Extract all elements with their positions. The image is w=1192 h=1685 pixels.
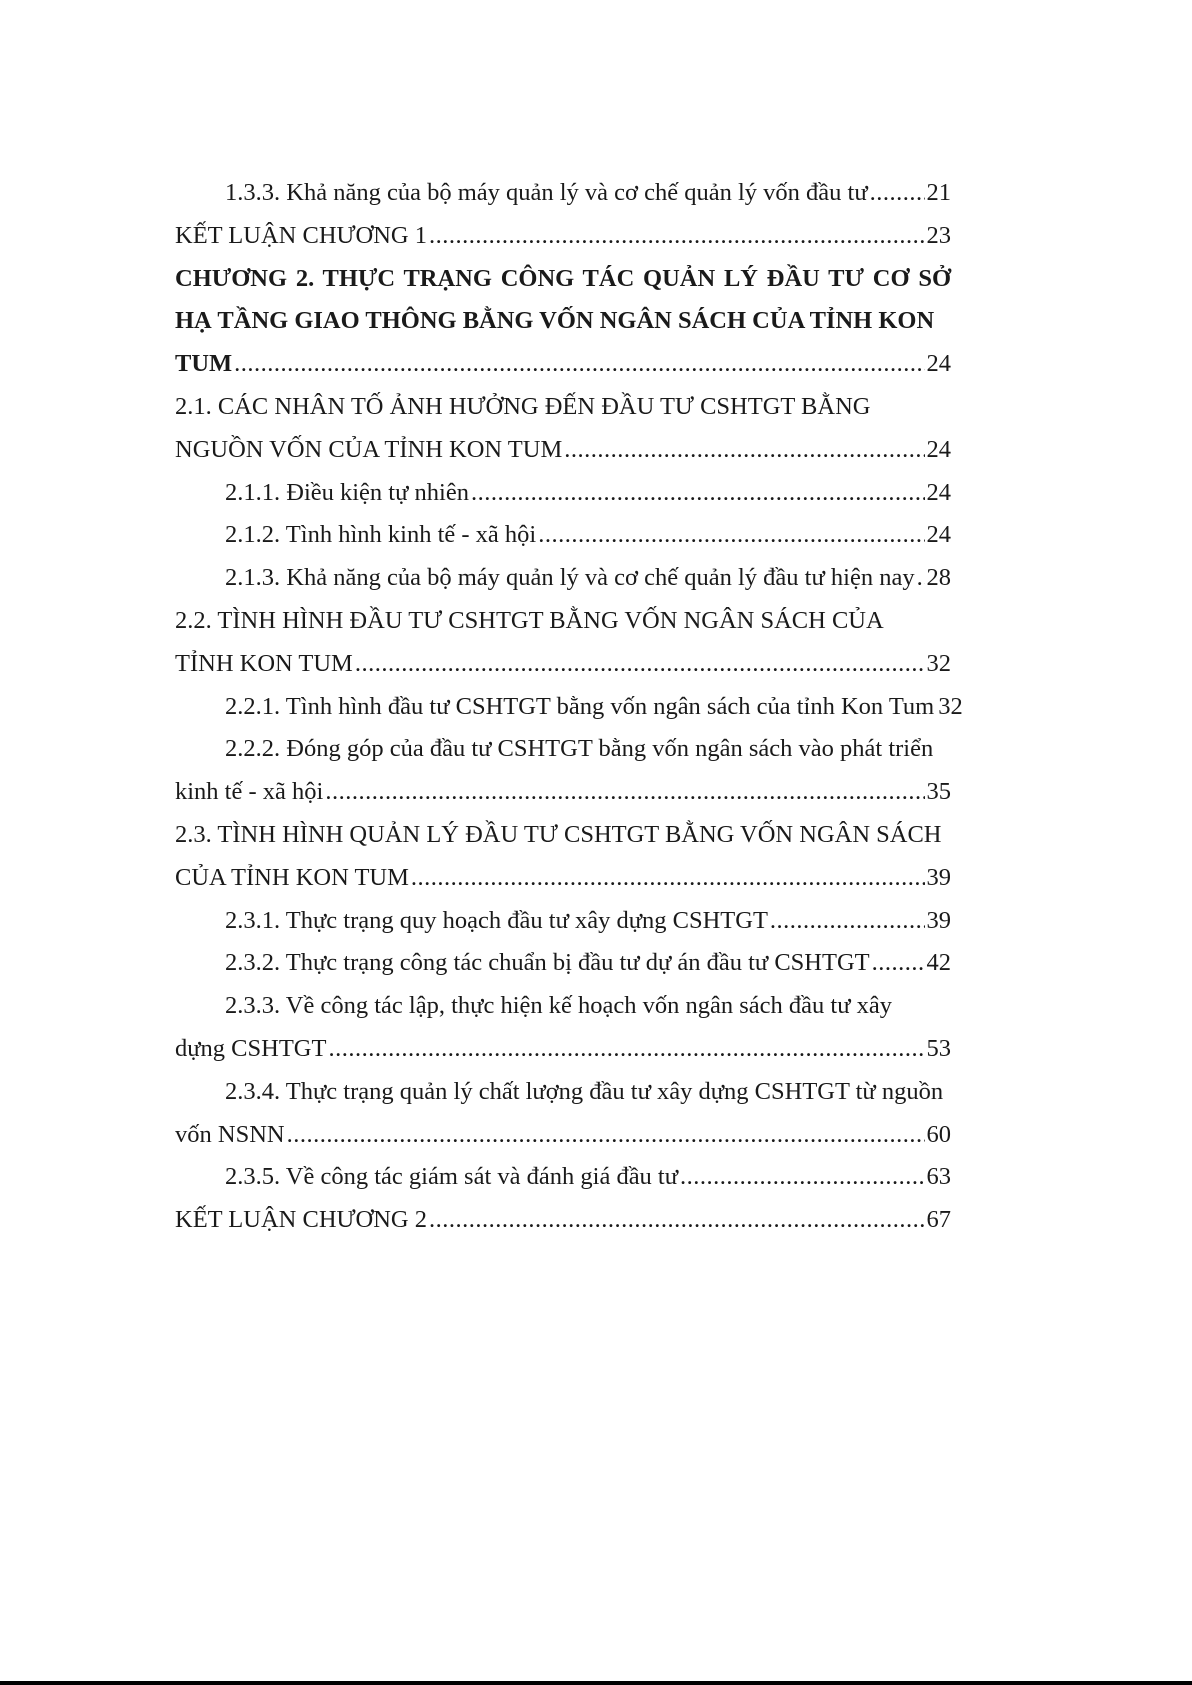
page-number: 28: [926, 564, 951, 592]
toc-entry-title-lead: CHƯƠNG 2. THỰC TRẠNG CÔNG TÁC QUẢN LÝ ĐẦU TƯ CƠ SỞ HẠ TẦNG GIAO THÔNG BẰNG VỐN NGÂN SÁCH CỦA TỈNH KON: [175, 264, 951, 335]
dot-leader: [325, 771, 924, 814]
toc-entry-title-lead: 2.3. TÌNH HÌNH QUẢN LÝ ĐẦU TƯ CSHTGT BẰNG VỐN NGÂN SÁCH: [175, 820, 942, 848]
dot-leader: [870, 172, 925, 215]
toc-entry-title: NGUỒN VỐN CỦA TỈNH KON TUM: [175, 435, 563, 463]
table-of-contents: [175, 172, 963, 1242]
page-number: 32: [938, 692, 963, 720]
page-number: 67: [926, 1206, 951, 1234]
toc-entry-title: TUM: [175, 350, 233, 378]
toc-entry-title: vốn NSNN: [175, 1120, 285, 1148]
toc-entry-title: 2.1.1. Điều kiện tự nhiên: [225, 478, 469, 506]
page-number: 32: [926, 649, 951, 677]
dot-leader: [564, 429, 924, 472]
toc-entry-title: dựng CSHTGT: [175, 1034, 327, 1062]
toc-entry[interactable]: [175, 814, 951, 900]
toc-entry[interactable]: [175, 172, 951, 215]
dot-leader: [680, 1156, 924, 1199]
dot-leader: [429, 215, 925, 258]
toc-entry[interactable]: [175, 600, 951, 686]
page-number: 39: [926, 906, 951, 934]
toc-entry[interactable]: [175, 1199, 951, 1242]
toc-entry-title: 2.2.1. Tình hình đầu tư CSHTGT bằng vốn ngân sách của tỉnh Kon Tum: [225, 692, 935, 720]
toc-entry-title-lead: 2.3.3. Về công tác lập, thực hiện kế hoạch vốn ngân sách đầu tư xây: [225, 992, 892, 1020]
page-number: 24: [926, 521, 951, 549]
toc-entry[interactable]: [175, 215, 951, 258]
toc-entry-title: 2.1.3. Khả năng của bộ máy quản lý và cơ chế quản lý đầu tư hiện nay: [225, 564, 915, 592]
toc-entry[interactable]: [175, 900, 951, 943]
dot-leader: [234, 343, 924, 386]
page-number: 60: [926, 1120, 951, 1148]
toc-entry-title: TỈNH KON TUM: [175, 649, 353, 677]
toc-entry[interactable]: [175, 942, 951, 985]
toc-entry[interactable]: [175, 1071, 951, 1157]
dot-leader: [429, 1199, 925, 1242]
dot-leader: [328, 1028, 924, 1071]
page-number: 24: [926, 435, 951, 463]
dot-leader: [471, 472, 925, 515]
dot-leader: [770, 900, 925, 943]
toc-entry-title: CỦA TỈNH KON TUM: [175, 863, 409, 891]
page-number: 23: [926, 221, 951, 249]
dot-leader: [538, 514, 924, 557]
toc-entry[interactable]: [175, 557, 951, 600]
toc-entry-title: 2.3.1. Thực trạng quy hoạch đầu tư xây dựng CSHTGT: [225, 906, 768, 934]
page-number: 21: [926, 179, 951, 206]
toc-entry-title: KẾT LUẬN CHƯƠNG 1: [175, 221, 427, 249]
toc-entry[interactable]: [175, 386, 951, 472]
dot-leader: [917, 557, 925, 600]
toc-entry[interactable]: [175, 1156, 951, 1199]
page-number: 35: [926, 778, 951, 806]
page-number: 63: [926, 1163, 951, 1191]
toc-entry-title: KẾT LUẬN CHƯƠNG 2: [175, 1206, 427, 1234]
dot-leader: [872, 942, 925, 985]
dot-leader: [411, 857, 925, 900]
toc-entry-title-lead: 2.2. TÌNH HÌNH ĐẦU TƯ CSHTGT BẰNG VỐN NGÂN SÁCH CỦA: [175, 606, 884, 634]
page-bottom-edge: [0, 1681, 1192, 1685]
toc-entry[interactable]: [175, 728, 951, 814]
page-number: 53: [926, 1034, 951, 1062]
toc-entry[interactable]: [175, 472, 951, 515]
toc-entry-title-lead: 2.3.4. Thực trạng quản lý chất lượng đầu tư xây dựng CSHTGT từ nguồn: [225, 1077, 944, 1105]
page-number: 24: [926, 478, 951, 506]
dot-leader: [287, 1114, 925, 1157]
toc-entry-title: 2.3.5. Về công tác giám sát và đánh giá đầu tư: [225, 1163, 679, 1191]
page-number: 42: [926, 949, 951, 977]
page-number: 24: [926, 350, 951, 378]
toc-entry-title: 2.3.2. Thực trạng công tác chuẩn bị đầu tư dự án đầu tư CSHTGT: [225, 949, 870, 977]
toc-entry[interactable]: [175, 985, 951, 1071]
toc-entry[interactable]: [175, 258, 951, 386]
toc-entry-title: 1.3.3. Khả năng của bộ máy quản lý và cơ chế quản lý vốn đầu tư: [225, 179, 868, 206]
toc-entry[interactable]: [175, 514, 951, 557]
toc-entry-title-lead: 2.2.2. Đóng góp của đầu tư CSHTGT bằng vốn ngân sách vào phát triển: [225, 735, 934, 763]
page-number: 39: [926, 863, 951, 891]
toc-entry-title-lead: 2.1. CÁC NHÂN TỐ ẢNH HƯỞNG ĐẾN ĐẦU TƯ CSHTGT BẰNG: [175, 392, 871, 420]
toc-entry-title: 2.1.2. Tình hình kinh tế - xã hội: [225, 521, 537, 549]
toc-entry-title: kinh tế - xã hội: [175, 778, 324, 806]
toc-entry[interactable]: [175, 686, 963, 729]
dot-leader: [355, 643, 925, 686]
